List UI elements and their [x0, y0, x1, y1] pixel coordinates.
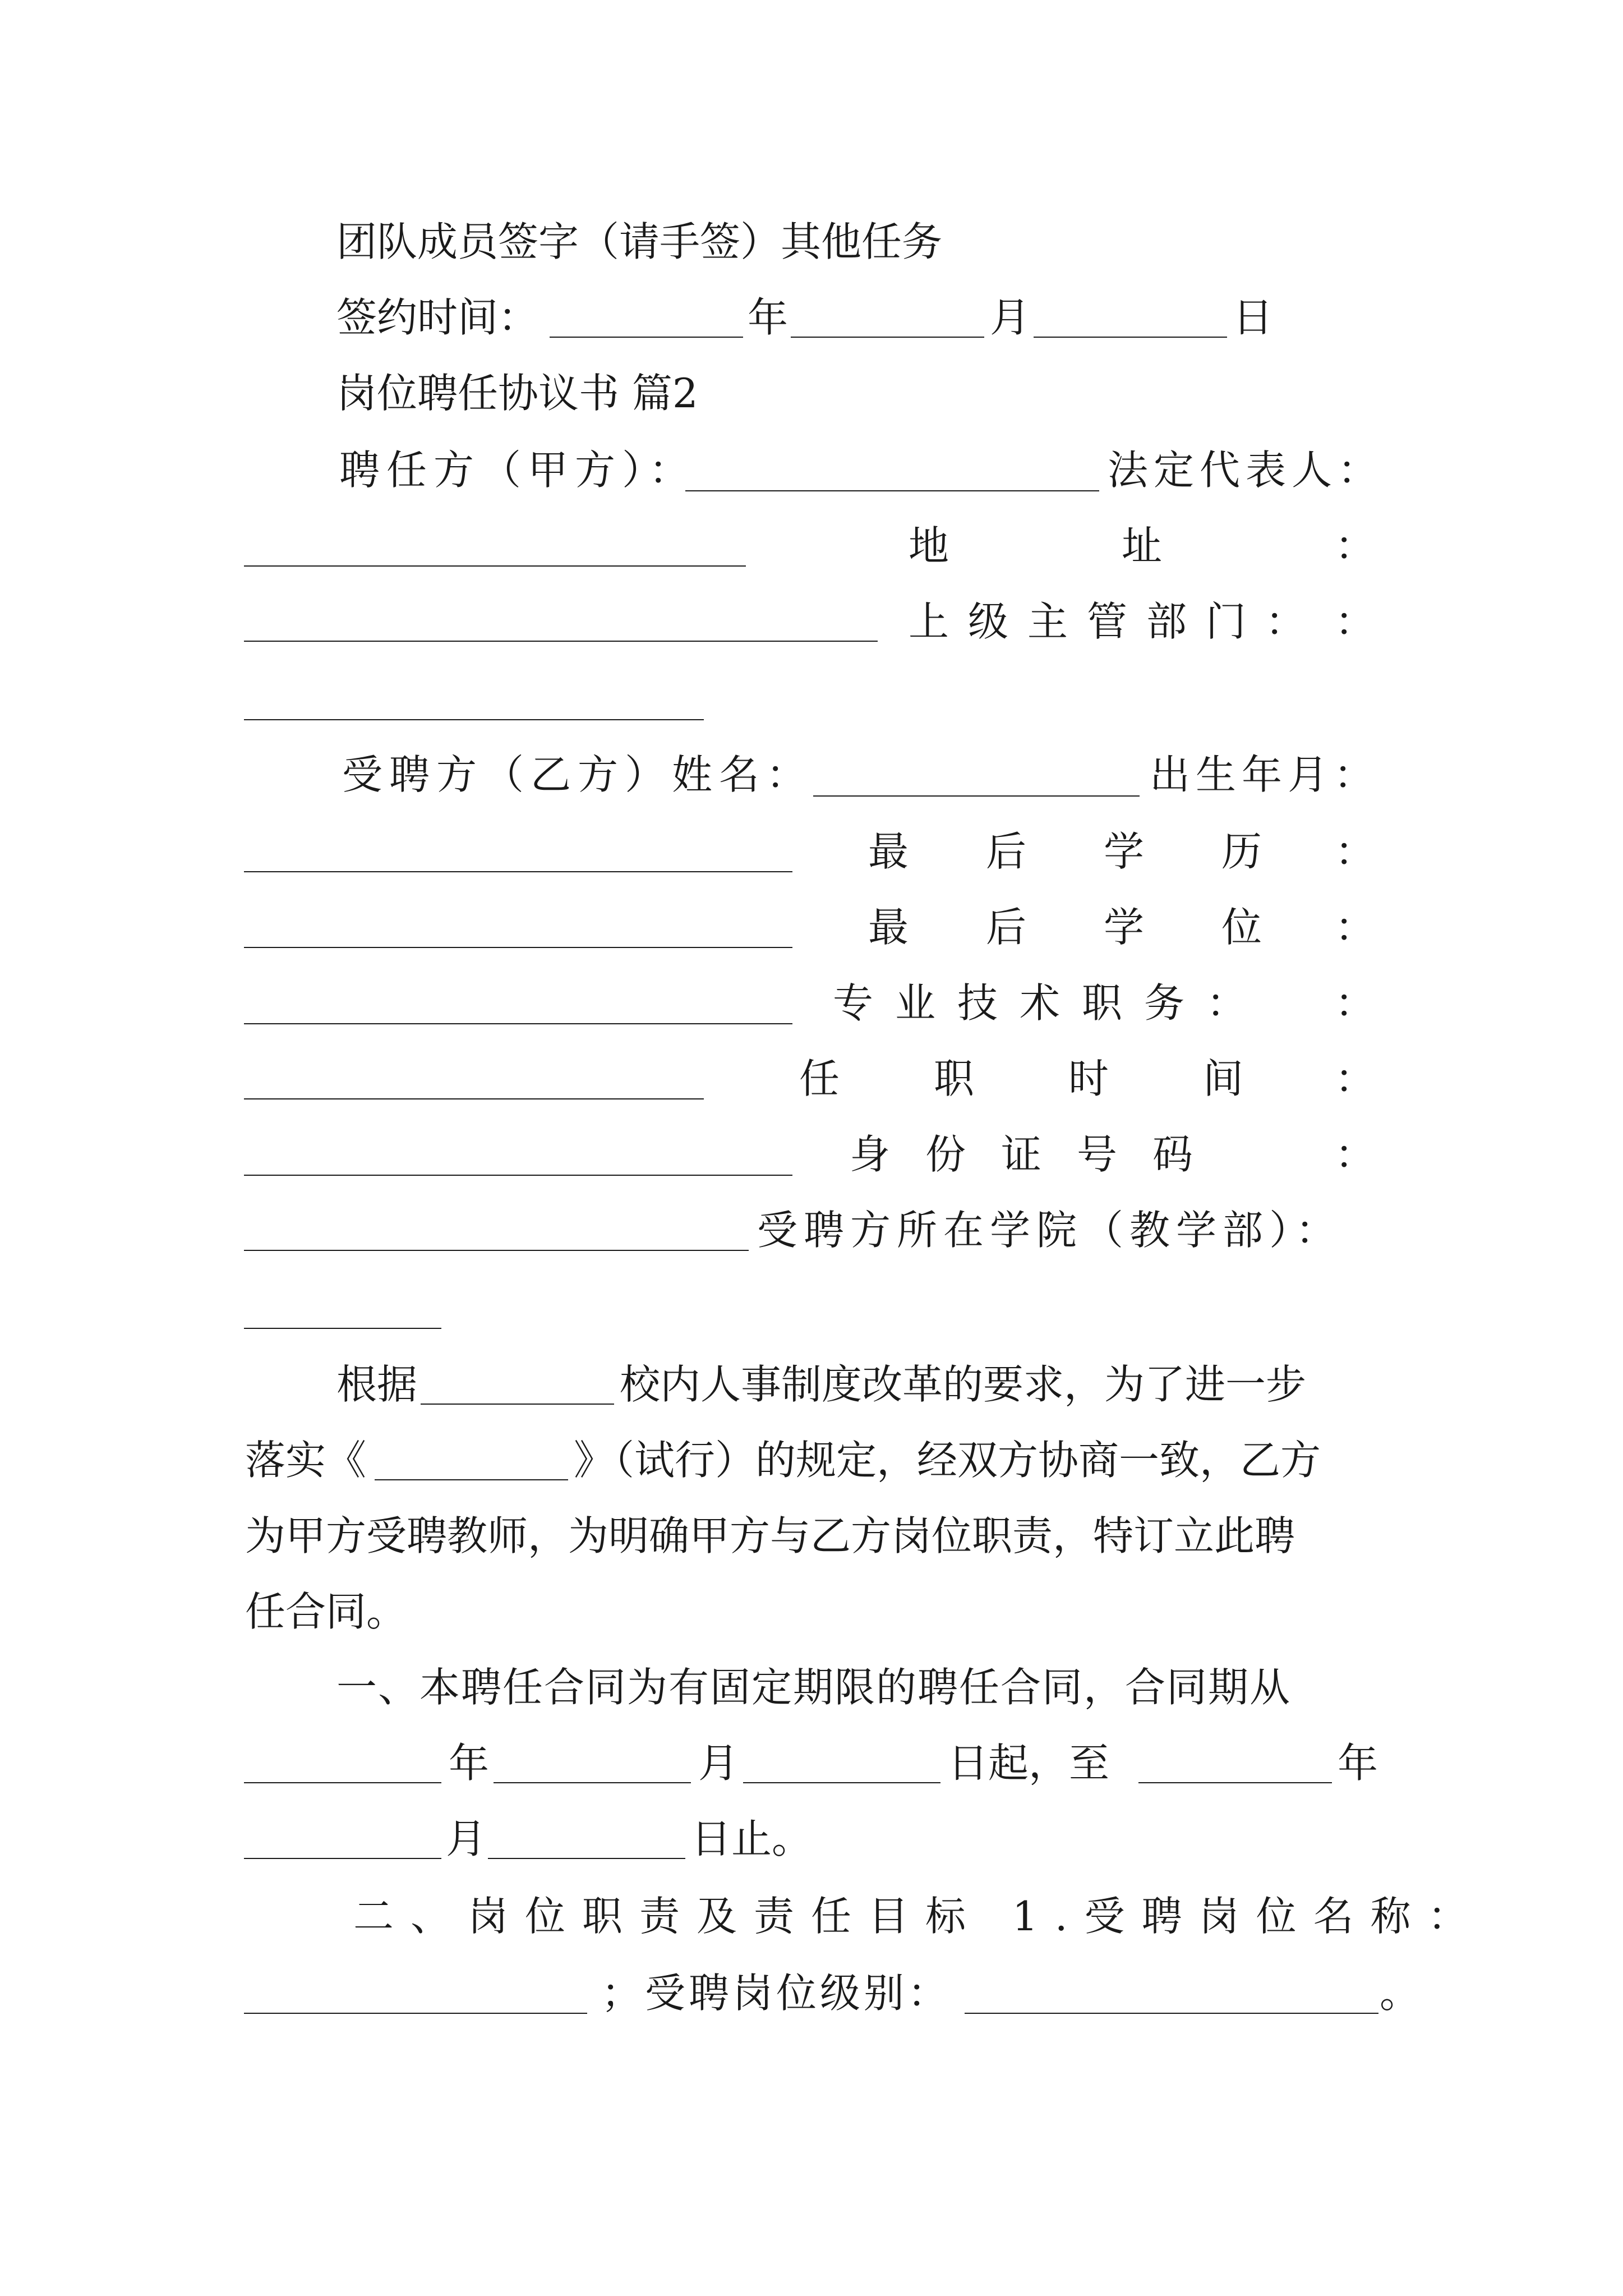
sign-date-label: 签约时间：	[336, 294, 539, 341]
position-level-label: ；受聘岗位级别：	[601, 1970, 952, 2017]
id-number-label: 身份证号码	[850, 1131, 1229, 1178]
colon: ：	[1335, 1131, 1376, 1178]
paragraph-text: 落实《	[245, 1437, 367, 1484]
tenure-char-2: 职	[934, 1055, 975, 1102]
college-label: 受聘方所在学院（教学部）：	[757, 1207, 1343, 1254]
blank-employee-name	[813, 795, 1140, 797]
signature-line: 团队成员签字（请手签）其他任务	[336, 218, 943, 265]
blank-start-day	[743, 1782, 940, 1783]
blank-professional-title	[244, 1098, 704, 1099]
edu-char-3: 学	[1104, 828, 1145, 875]
colon: ：	[1335, 828, 1376, 875]
blank-legal-rep	[244, 565, 746, 567]
address-char-1: 地	[909, 522, 949, 569]
paragraph-text: 。	[1380, 1970, 1421, 2017]
degree-char-1: 最	[868, 904, 909, 951]
degree-char-3: 学	[1104, 904, 1145, 951]
birth-date-label: 出生年月：	[1150, 751, 1380, 798]
blank-end-year	[1138, 1782, 1332, 1783]
blank-regulation	[375, 1479, 568, 1480]
blank-degree	[244, 1023, 792, 1024]
address-char-2: 址	[1122, 522, 1163, 569]
blank-position-name	[244, 2013, 587, 2014]
colon: ：	[1335, 979, 1376, 1027]
blank-sign-day	[1034, 337, 1227, 338]
clause-2-text: 二、岗位职责及责任目标 1.受聘岗位名称：	[353, 1893, 1485, 1940]
blank-college	[244, 1328, 441, 1329]
blank-start-month	[494, 1782, 691, 1783]
colon: ：	[1335, 598, 1376, 645]
blank-sign-month	[791, 337, 984, 338]
blank-end-day	[488, 1858, 685, 1859]
degree-char-4: 位	[1221, 904, 1262, 951]
day-label: 日	[1233, 294, 1274, 341]
year-label: 年	[1338, 1740, 1378, 1787]
tenure-char-1: 任	[799, 1055, 840, 1102]
supervisor-dept-label: 上级主管部门：	[909, 598, 1325, 645]
degree-char-2: 后	[986, 904, 1027, 951]
colon: ：	[1335, 522, 1376, 569]
paragraph-text: 日止。	[691, 1815, 813, 1862]
blank-tenure-time	[244, 1175, 792, 1176]
paragraph-text: 任合同。	[245, 1588, 407, 1635]
blank-employer	[685, 490, 1099, 491]
paragraph-text: 为甲方受聘教师，为明确甲方与乙方岗位职责，特订立此聘	[245, 1512, 1295, 1559]
tenure-char-3: 时	[1068, 1055, 1109, 1102]
paragraph-text: 校内人事制度改革的要求，为了进一步	[620, 1361, 1307, 1408]
paragraph-text: 》（试行）的规定，经双方协商一致，乙方	[574, 1437, 1321, 1484]
paragraph-text: 日起，至	[948, 1740, 1110, 1787]
edu-char-4: 历	[1221, 828, 1262, 875]
blank-sign-year	[550, 337, 743, 338]
edu-char-1: 最	[868, 828, 909, 875]
blank-supervisor-dept	[244, 719, 704, 720]
blank-birth-date	[244, 871, 792, 872]
month-label: 月	[698, 1740, 739, 1787]
professional-title-label: 专业技术职务：	[833, 979, 1269, 1027]
colon: ：	[1335, 904, 1376, 951]
employer-label: 聘任方（甲方）：	[339, 447, 697, 494]
employee-name-label: 受聘方（乙方）姓名：	[342, 751, 814, 798]
tenure-char-4: 间	[1203, 1055, 1244, 1102]
edu-char-2: 后	[986, 828, 1027, 875]
month-label: 月	[446, 1815, 487, 1862]
month-label: 月	[990, 294, 1031, 341]
paragraph-text: 根据	[336, 1361, 418, 1408]
blank-id-number	[244, 1250, 749, 1251]
blank-school	[421, 1404, 614, 1405]
blank-end-month	[244, 1858, 441, 1859]
blank-education	[244, 947, 792, 948]
year-label: 年	[748, 294, 789, 341]
legal-rep-label: 法定代表人：	[1108, 447, 1384, 494]
blank-start-year	[244, 1782, 441, 1783]
section-title: 岗位聘任协议书 篇2	[336, 370, 698, 417]
blank-address	[244, 641, 878, 642]
clause-1-text: 一、本聘任合同为有固定期限的聘任合同，合同期从	[336, 1664, 1292, 1711]
blank-position-level	[965, 2013, 1378, 2014]
year-label: 年	[449, 1740, 490, 1787]
colon: ：	[1335, 1055, 1376, 1102]
